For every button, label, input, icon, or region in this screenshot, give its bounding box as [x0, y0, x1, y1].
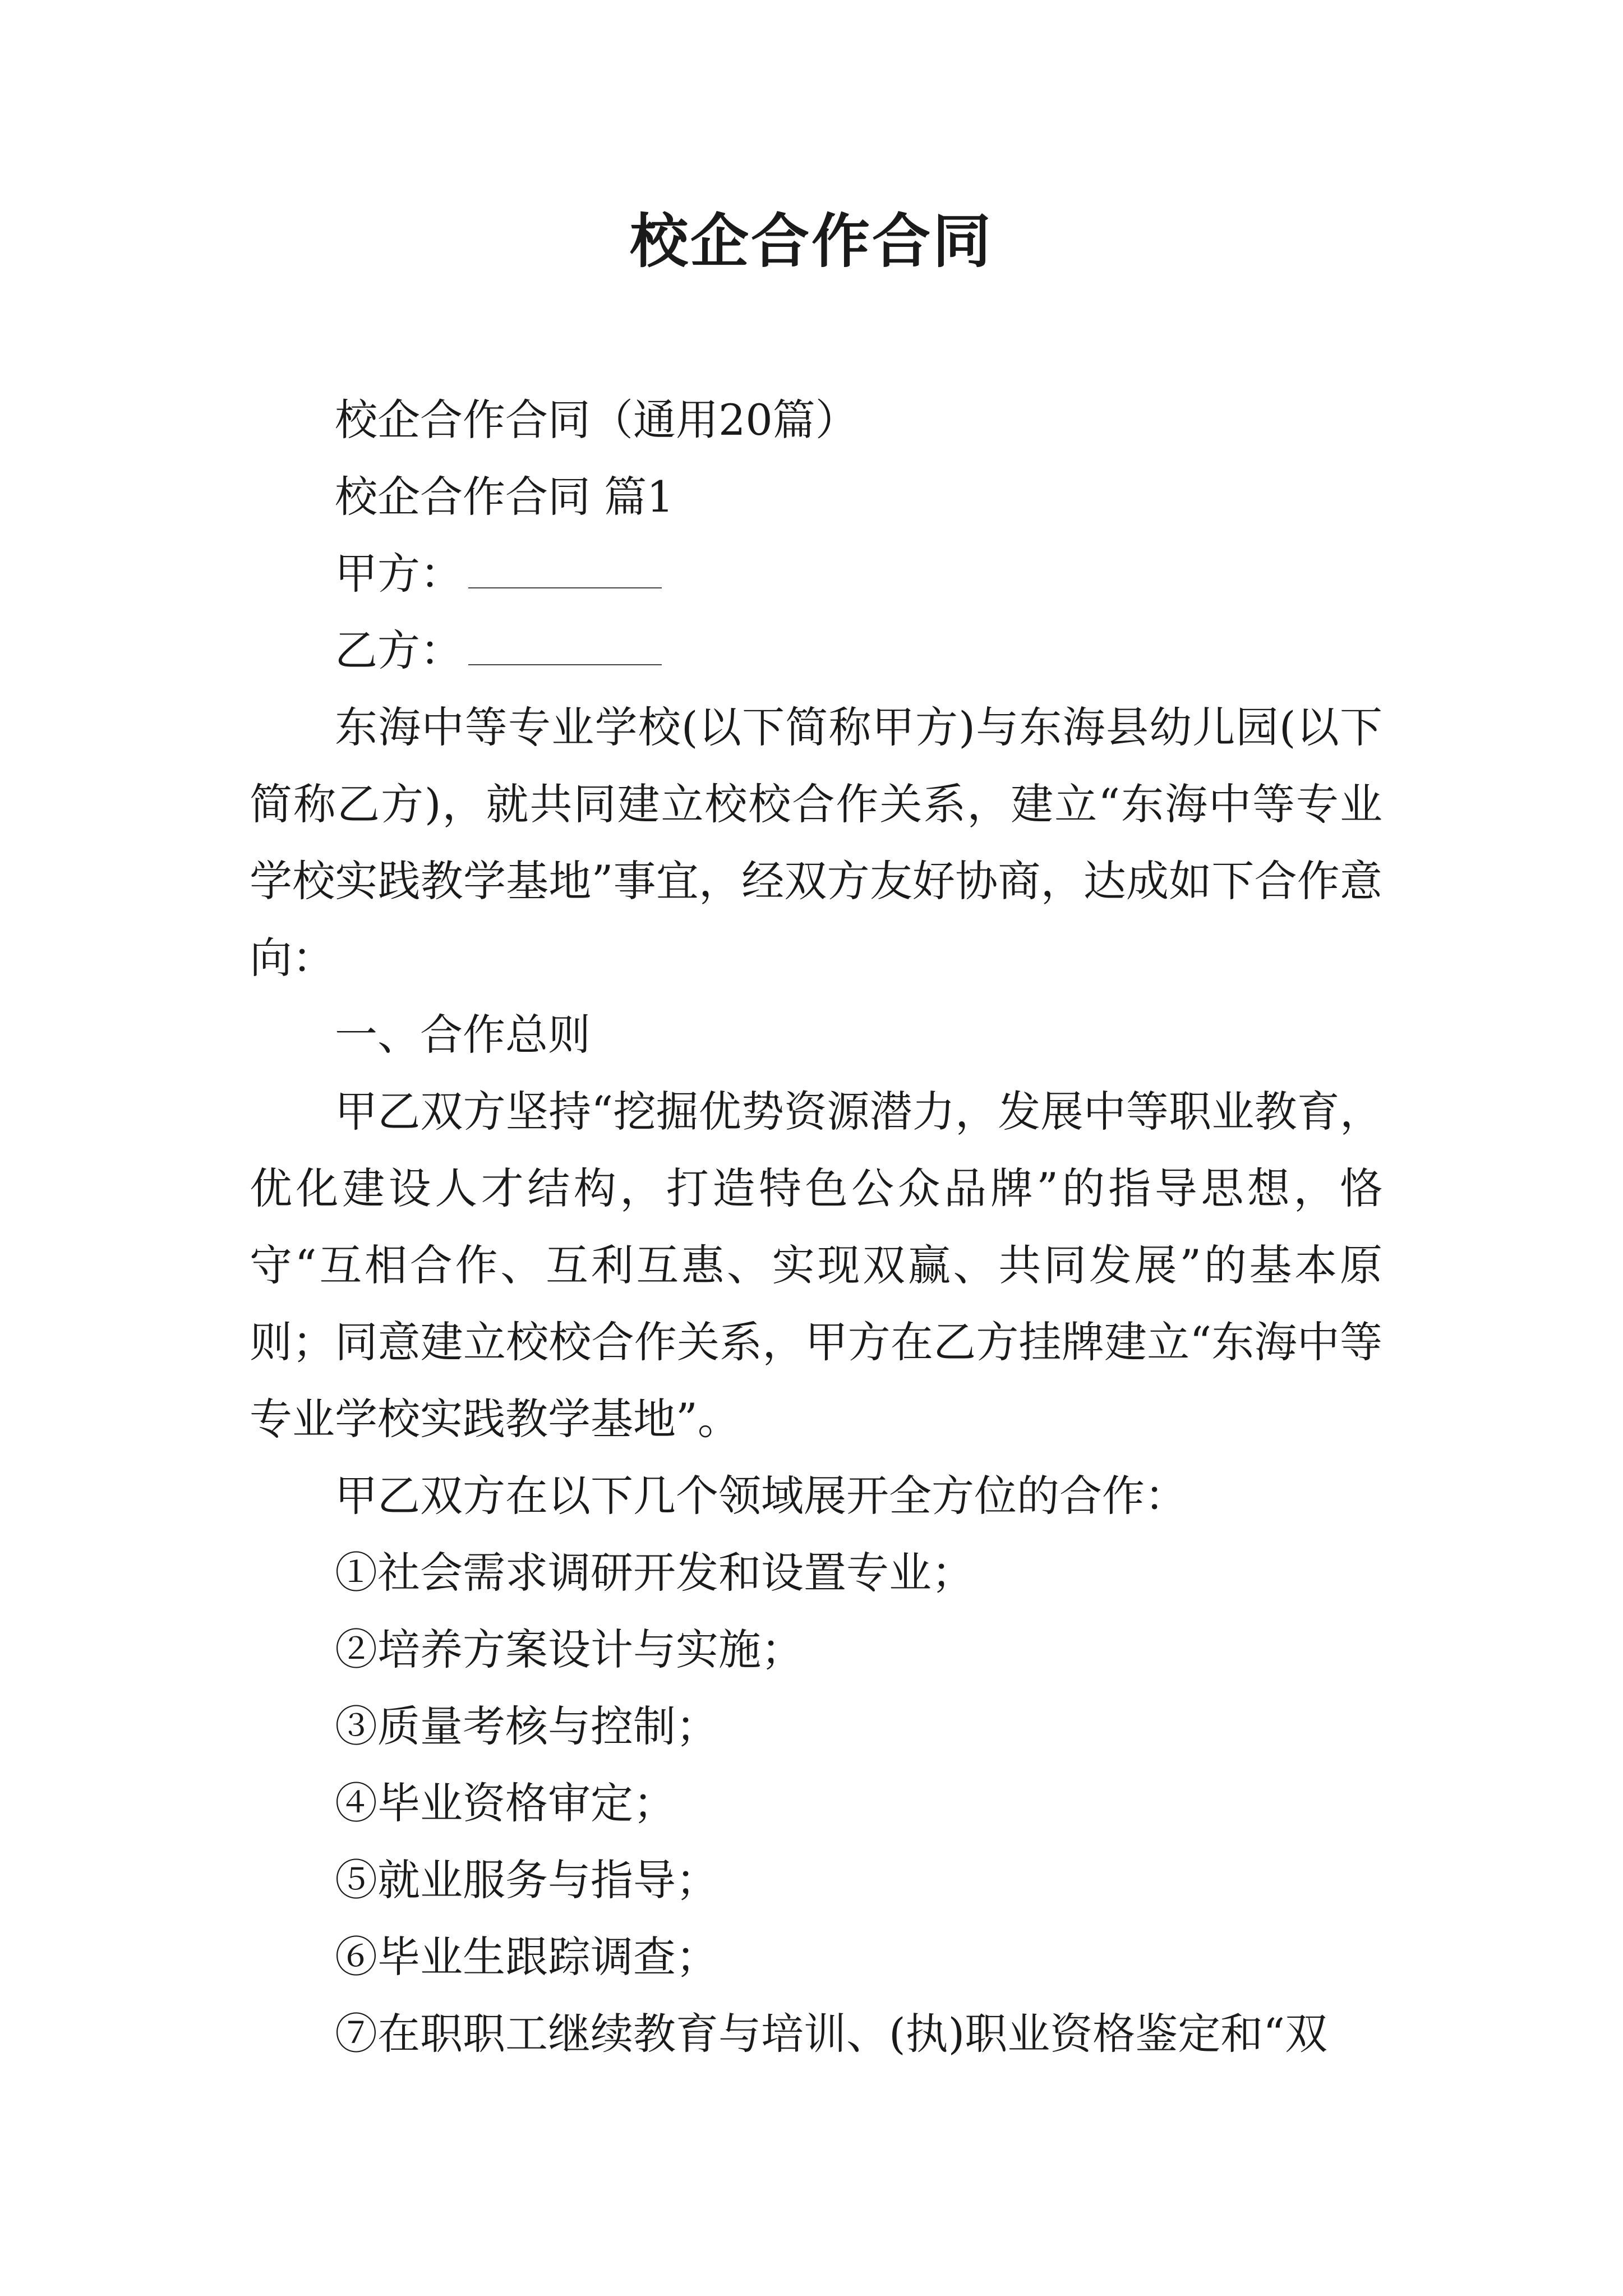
- list-item: ⑤就业服务与指导；: [335, 1855, 718, 1905]
- list-item: ③质量考核与控制；: [335, 1701, 718, 1751]
- list-item: ④毕业资格审定；: [335, 1778, 676, 1828]
- party-a-line: [250, 535, 1382, 612]
- party-a-blank[interactable]: [468, 554, 662, 588]
- paragraph: 甲乙双方在以下几个领域展开全方位的合作：: [335, 1471, 1187, 1521]
- party-b-label: 乙方：: [335, 625, 463, 675]
- party-b-line: [250, 612, 1382, 689]
- paragraph: 东海中等专业学校(以下简称甲方)与东海县幼儿园(以下简称乙方)，就共同建立校校合作关系，建立“东海中等专业学校实践教学基地”事宜，经双方友好协商，达成如下合作意向：: [250, 702, 1382, 983]
- list-item: ①社会需求调研开发和设置专业；: [335, 1548, 974, 1598]
- paragraph: 甲乙双方坚持“挖掘优势资源潜力，发展中等职业教育，优化建设人才结构，打造特色公众品牌”的指导思想，恪守“互相合作、互利互惠、实现双赢、共同发展”的基本原则；同意建立校校合作关系，甲方在乙方挂牌建立“东海中等专业学校实践教学基地”。: [250, 1087, 1382, 1444]
- party-a-label: 甲方：: [335, 549, 463, 599]
- document-body: [250, 381, 1382, 2072]
- list-item: ⑥毕业生跟踪调查；: [335, 1932, 718, 1982]
- list-item: ⑦在职职工继续教育与培训、(执)职业资格鉴定和“双: [335, 2009, 1328, 2059]
- document-title: 校企合作合同: [629, 207, 993, 275]
- document-subtitle: 校企合作合同（通用20篇）: [335, 395, 858, 445]
- list-item: ②培养方案设计与实施；: [335, 1625, 804, 1674]
- party-b-blank[interactable]: [468, 631, 662, 665]
- section-heading: 校企合作合同 篇1: [335, 472, 674, 522]
- section-general-principles: 一、合作总则: [335, 1010, 591, 1060]
